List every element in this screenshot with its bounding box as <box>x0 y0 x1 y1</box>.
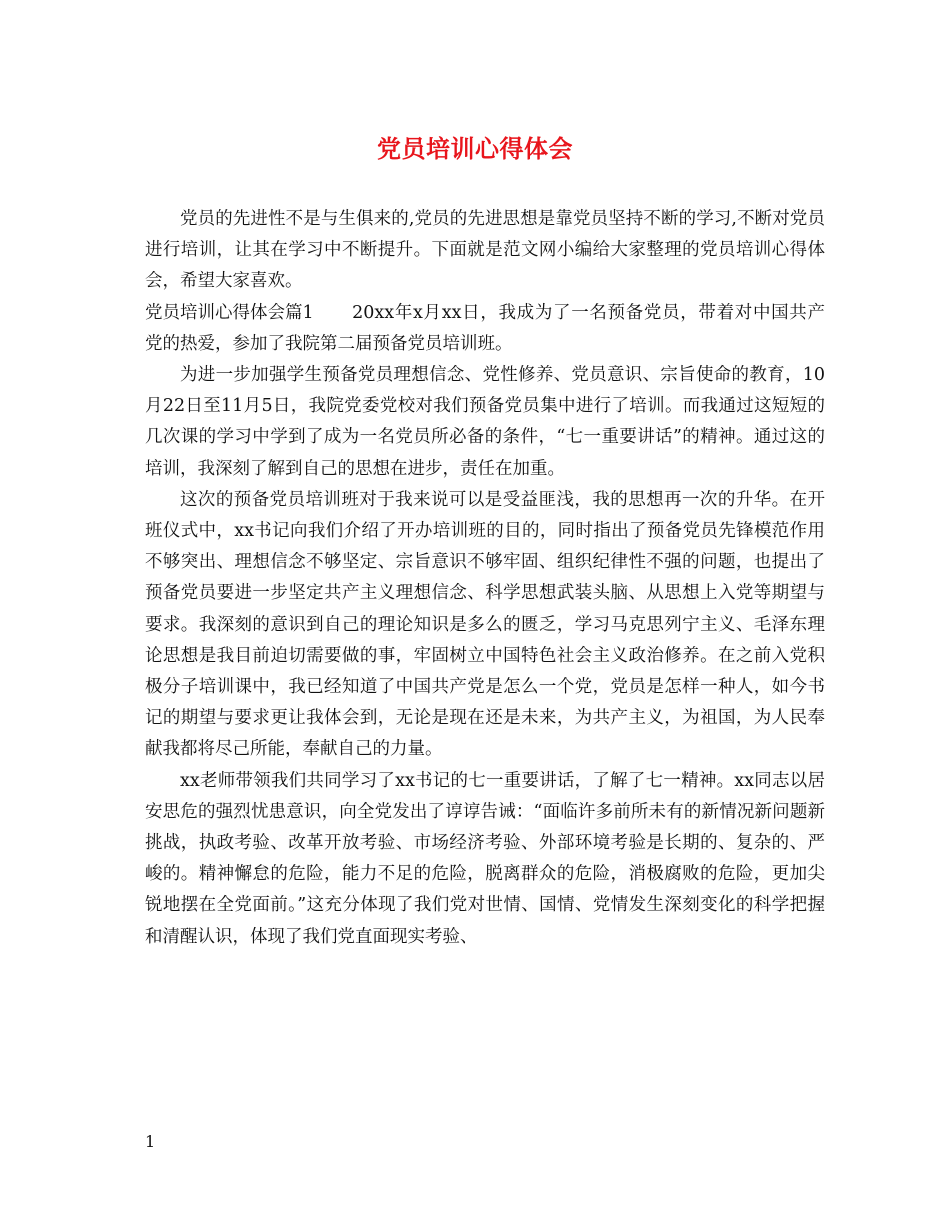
page-number: 1 <box>145 1132 156 1151</box>
document-body <box>145 204 825 953</box>
section-heading: 党员培训心得体会篇1 <box>145 302 314 323</box>
paragraph-section-1-text: 20xx年x月xx日，我成为了一名预备党员，带着对中国共产党的热爱，参加了我院第二届预备党员培训班。 <box>145 302 825 354</box>
document-title: 党员培训心得体会 <box>377 134 573 163</box>
paragraph-intro: 党员的先进性不是与生俱来的,党员的先进思想是靠党员坚持不断的学习,不断对党员进行培训，让其在学习中不断提升。下面就是范文网小编给大家整理的党员培训心得体会，希望大家喜欢。 <box>145 209 825 292</box>
paragraph-training-experience: 这次的预备党员培训班对于我来说可以是受益匪浅，我的思想再一次的升华。在开班仪式中，xx书记向我们介绍了开办培训班的目的，同时指出了预备党员先锋模范作用不够突出、理想信念不够坚定、宗旨意识不够牢固、组织纪律性不强的问题，也提出了预备党员要进一步坚定共产主义理想信念、科学思想武装头脑、从思想上入党等期望与要求。我深刻的意识到自己的理论知识是多么的匮乏，学习马克思列宁主义、毛泽东理论思想是我目前迫切需要做的事，牢固树立中国特色社会主义政治修养。在之前入党积极分子培训课中，我已经知道了中国共产党是怎么一个党，党员是怎样一种人，如今书记的期望与要求更让我体会到，无论是现在还是未来，为共产主义，为祖国，为人民奉献我都将尽己所能，奉献自己的力量。 <box>145 489 825 760</box>
paragraph-training-purpose: 为进一步加强学生预备党员理想信念、党性修养、党员意识、宗旨使命的教育，10月22日至11月5日，我院党委党校对我们预备党员集中进行了培训。而我通过这短短的几次课的学习中学到了成为一名党员所必备的条件，“七一重要讲话”的精神。通过这的培训，我深刻了解到自己的思想在进步，责任在加重。 <box>145 365 825 479</box>
paragraph-section-1 <box>145 298 825 360</box>
paragraph-july-speech: xx老师带领我们共同学习了xx书记的七一重要讲话，了解了七一精神。xx同志以居安思危的强烈忧患意识，向全党发出了谆谆告诫：“面临许多前所未有的新情况新问题新挑战，执政考验、改革开放考验、市场经济考验、外部环境考验是长期的、复杂的、严峻的。精神懈怠的危险，能力不足的危险，脱离群众的危险，消极腐败的危险，更加尖锐地摆在全党面前。”这充分体现了我们党对世情、国情、党情发生深刻变化的科学把握和清醒认识，体现了我们党直面现实考验、 <box>145 770 825 947</box>
